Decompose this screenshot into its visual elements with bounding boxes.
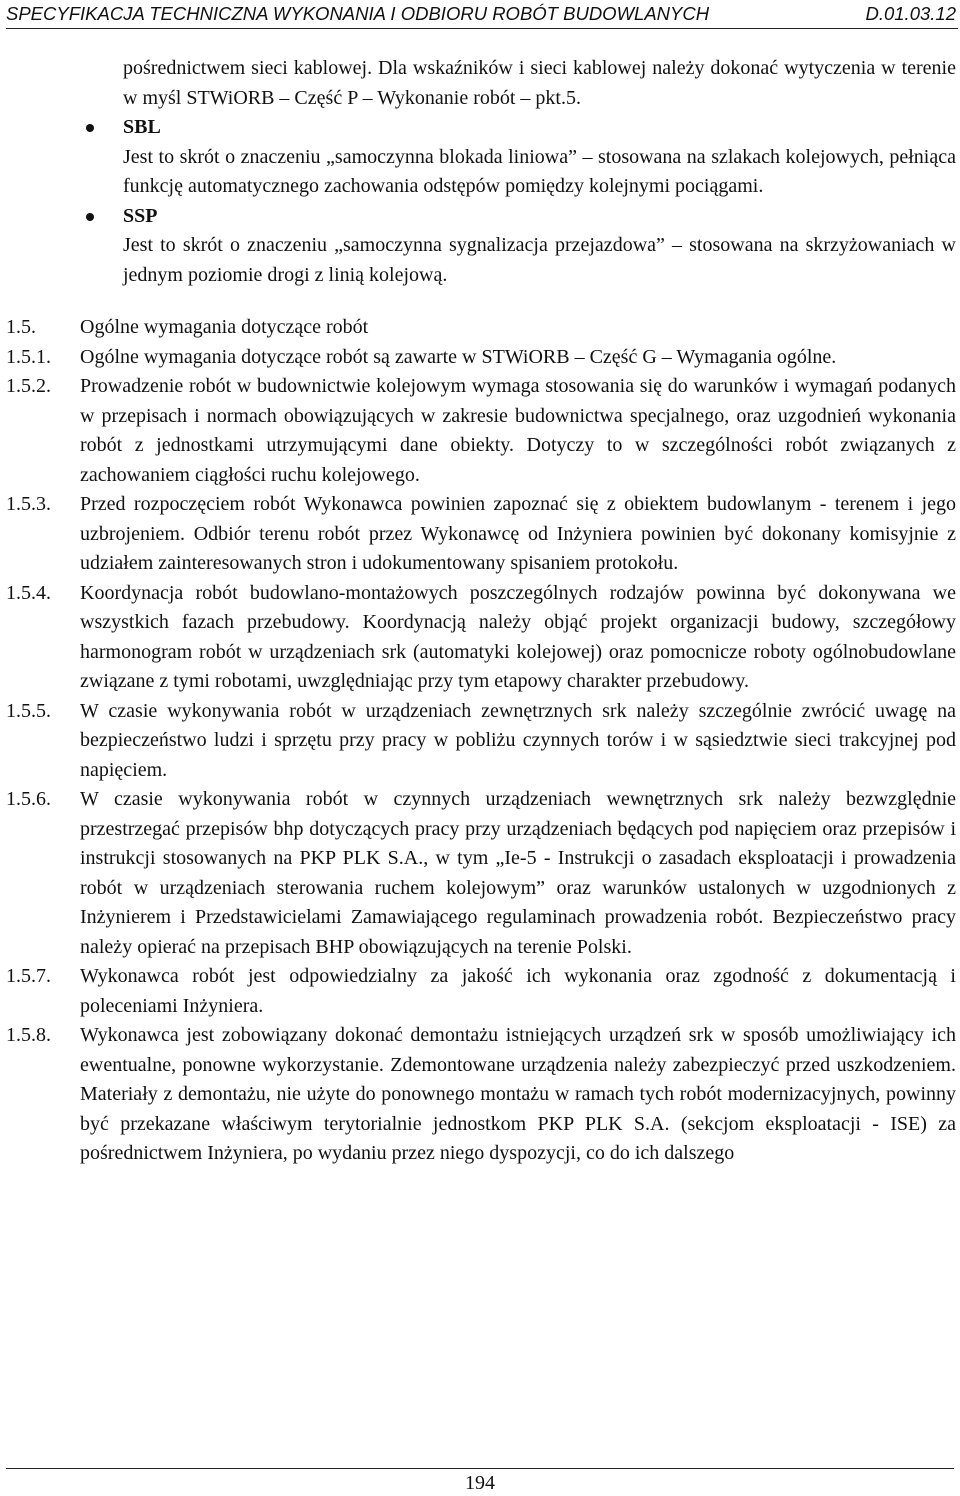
bullet-icon: [86, 213, 94, 221]
document-title: SPECYFIKACJA TECHNICZNA WYKONANIA I ODBIORU ROBÓT BUDOWLANYCH: [6, 3, 710, 24]
list-item: [0, 490, 960, 579]
footer-divider: [6, 1468, 954, 1469]
item-text: Prowadzenie robót w budownictwie kolejowym wymaga stosowania się do warunków i wymagań podanych w przepisach i normach obowiązujących w zakresie budownictwa specjalnego, oraz uzgodnień wykonania robót z jednostkami utrzymującymi dane obiekty. Dotyczy to w szczególności robót związanych z zachowaniem ciągłości ruchu kolejowego.: [80, 375, 956, 486]
bullet-item-sbl: [0, 113, 960, 202]
bullet-term: SSP: [123, 204, 158, 227]
item-text: W czasie wykonywania robót w urządzeniach zewnętrznych srk należy szczególnie zwrócić uwagę na bezpieczeństwo ludzi i sprzętu przy pracy w pobliżu czynnych torów i w sąsiedztwie sieci trakcyjnej pod napięciem.: [80, 699, 956, 781]
section-heading: [0, 313, 960, 343]
bullet-text: Jest to skrót o znaczeniu „samoczynna blokada liniowa” – stosowana na szlakach kolejowych, pełniąca funkcję automatycznego zachowania odstępów pomiędzy kolejnymi pociągami.: [123, 145, 956, 197]
item-number: 1.5.5.: [6, 699, 51, 722]
item-number: 1.5.1.: [6, 345, 51, 368]
list-item: [0, 579, 960, 697]
item-number: 1.5.8.: [6, 1024, 51, 1046]
bullet-text: Jest to skrót o znaczeniu „samoczynna sygnalizacja przejazdowa” – stosowana na skrzyżowaniach w jednym poziomie drogi z linią kolejową.: [123, 234, 956, 286]
list-item: [0, 962, 960, 1021]
page-header: [6, 0, 958, 29]
bullet-term: SBL: [123, 116, 161, 138]
list-item: [0, 697, 960, 786]
list-item: [0, 785, 960, 962]
list-item: [0, 372, 960, 490]
page-content: [0, 54, 960, 1169]
item-number: 1.5.7.: [6, 965, 51, 987]
item-number: 1.5.3.: [6, 493, 51, 515]
item-text: Wykonawca jest zobowiązany dokonać demontażu istniejących urządzeń srk w sposób umożliwiający ich ewentualne, ponowne wykorzystanie. Zdemontowane urządzenia należy zabezpieczyć przed uszkodzeniem. Materiały z demontażu, nie użyte do ponownego montażu w ramach tych robót modernizacyjnych, powinny być przekazane właściwym terytorialnie jednostkom PKP PLK S.A. (sekcjom eksploatacji - ISE) za pośrednictwem Inżyniera, po wydaniu przez niego dyspozycji, co do ich dalszego: [80, 1024, 956, 1164]
section-number: 1.5.: [6, 316, 36, 338]
bullet-icon: [86, 124, 94, 132]
section-title: Ogólne wymagania dotyczące robót: [80, 316, 369, 338]
list-item: [0, 343, 960, 373]
list-item: [0, 1021, 960, 1169]
item-text: Koordynacja robót budowlano-montażowych poszczególnych rodzajów powinna być dokonywana we wszystkich fazach przebudowy. Koordynacją należy objąć projekt organizacji budowy, szczegółowy harmonogram robót w urządzeniach srk (automatyki kolejowej) oraz pomocnicze roboty ogólnobudowlane związane z tymi robotami, uwzględniając przy tym etapowy charakter przebudowy.: [80, 581, 956, 692]
item-text: W czasie wykonywania robót w czynnych urządzeniach wewnętrznych srk należy bezwzględnie przestrzegać przepisów bhp dotyczących pracy przy urządzeniach będących pod napięciem oraz przepisów i instrukcji stosowanych na PKP PLK S.A., w tym „Ie-5 - Instrukcji o zasadach eksploatacji i prowadzenia robót w urządzeniach sterowania ruchem kolejowym” oraz warunków ustalonych w uzgodnionych z Inżynierem i Przedstawicielami Zamawiającego regulaminach prowadzenia robót. Bezpieczeństwo pracy należy opierać na przepisach BHP obowiązujących na terenie Polski.: [80, 788, 956, 958]
item-number: 1.5.2.: [6, 375, 51, 397]
intro-paragraph: pośrednictwem sieci kablowej. Dla wskaźników i sieci kablowej należy dokonać wytyczenia w terenie w myśl STWiORB – Część P – Wykonanie robót – pkt.5.: [123, 57, 956, 109]
page-number: 194: [465, 1472, 495, 1494]
bullet-item-ssp: [0, 202, 960, 291]
item-number: 1.5.4.: [6, 581, 51, 604]
item-text: Ogólne wymagania dotyczące robót są zawarte w STWiORB – Część G – Wymagania ogólne.: [80, 345, 837, 368]
item-text: Przed rozpoczęciem robót Wykonawca powinien zapoznać się z obiektem budowlanym - terenem i jego uzbrojeniem. Odbiór terenu robót przez Wykonawcę od Inżyniera powinien być dokonany komisyjnie z udziałem zainteresowanych stron i udokumentowany spisaniem protokołu.: [80, 493, 956, 574]
item-number: 1.5.6.: [6, 788, 51, 810]
spacer: [0, 290, 960, 313]
item-text: Wykonawca robót jest odpowiedzialny za jakość ich wykonania oraz zgodność z dokumentacją i poleceniami Inżyniera.: [80, 965, 956, 1017]
document-code: D.01.03.12: [865, 3, 956, 24]
